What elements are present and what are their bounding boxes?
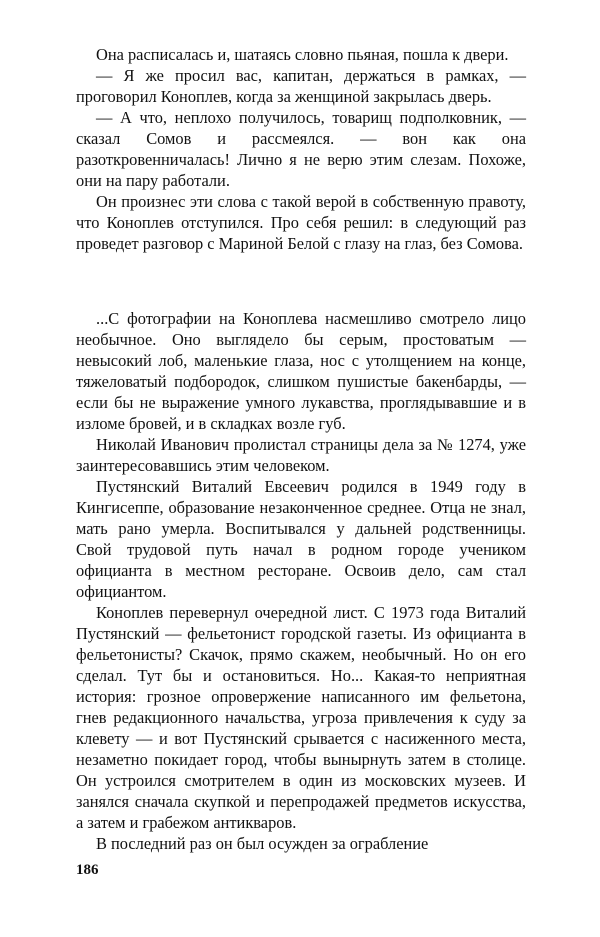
- page-body: [76, 44, 526, 854]
- section-2: [76, 308, 526, 854]
- section-break: [76, 254, 526, 308]
- paragraph: Пустянский Виталий Евсеевич родился в 1949 году в Кингисеппе, образование незаконченное среднее. Отца не знал, мать рано умерла. Воспитывался у дальней родственницы. Свой трудовой путь начал в родном городе учеником официанта в местном ресторане. Освоив дело, сам стал официантом.: [76, 477, 526, 601]
- paragraph: ...С фотографии на Коноплева насмешливо смотрело лицо необычное. Оно выглядело бы серым, простоватым — невысокий лоб, маленькие глаза, нос с утолщением на конце, тяжеловатый подбородок, слишком пушистые бакенбарды, — если бы не выражение умного лукавства, проглядывавшие и в изломе бровей, и в складках возле губ.: [76, 309, 526, 433]
- paragraph: В последний раз он был осужден за ограбление: [96, 834, 429, 853]
- paragraph: Коноплев перевернул очередной лист. С 1973 года Виталий Пустянский — фельетонист городской газеты. Из официанта в фельетонисты? Скачок, прямо скажем, необычный. Но он его сделал. Тут бы и остановиться. Но... Какая-то неприятная история: грозное опровержение написанного им фельетона, гнев редакционного начальства, угроза привлечения к суду за клевету — и вот Пустянский срывается с насиженного места, незаметно покидает город, чтобы вынырнуть затем в столице. Он устроился смотрителем в один из московских музеев. И занялся сначала скупкой и перепродажей предметов искусства, а затем и грабежом антикваров.: [76, 603, 526, 832]
- paragraph: — Я же просил вас, капитан, держаться в рамках, — проговорил Коноплев, когда за женщиной закрылась дверь.: [76, 66, 526, 106]
- paragraph: Николай Иванович пролистал страницы дела за № 1274, уже заинтересовавшись этим человеком.: [76, 435, 526, 475]
- paragraph: Он произнес эти слова с такой верой в собственную правоту, что Коноплев отступился. Про себя решил: в следующий раз проведет разговор с Мариной Белой с глазу на глаз, без Сомова.: [76, 192, 526, 253]
- page-number: 186: [76, 862, 99, 878]
- paragraph: — А что, неплохо получилось, товарищ подполковник, — сказал Сомов и рассмеялся. — вон как она разоткровенничалась! Лично я не верю этим слезам. Похоже, они на пару работали.: [76, 108, 526, 190]
- paragraph: Она расписалась и, шатаясь словно пьяная, пошла к двери.: [96, 45, 509, 64]
- section-1: [76, 44, 526, 254]
